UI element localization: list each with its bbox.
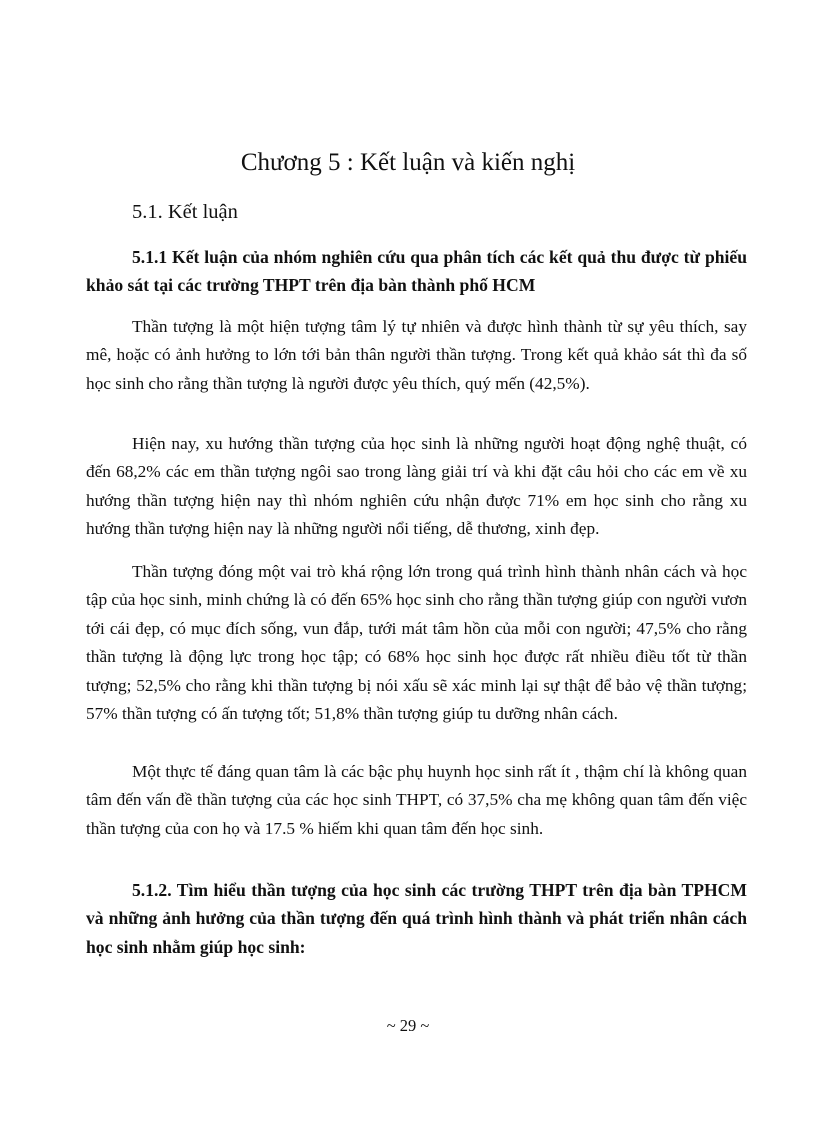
paragraph-3: Thần tượng đóng một vai trò khá rộng lớn trong quá trình hình thành nhân cách và học tập của học sinh, minh chứng là có đến 65% học sinh cho rằng thần tượng giúp con người vươn tới cái đẹp, có mục đích sống, vun đắp, tưới mát tâm hồn của mỗi con người; 47,5% cho rằng thần tượng là động lực trong học tập; có 68% học sinh học được rất nhiều điều tốt từ thần tượng; 52,5% cho rằng khi thần tượng bị nói xấu sẽ xác minh lại sự thật để bảo vệ thần tượng; 57% thần tượng có ấn tượng tốt; 51,8% thần tượng giúp tu dưỡng nhân cách. xyxy=(86,562,747,724)
page-number: ~ 29 ~ xyxy=(386,1016,430,1035)
paragraph-4: Một thực tế đáng quan tâm là các bậc phụ huynh học sinh rất ít , thậm chí là không quan tâm đến vấn đề thần tượng của các học sinh THPT, có 37,5% cha mẹ không quan tâm đến việc thần tượng của con họ và 17.5 % hiếm khi quan tâm đến học sinh. xyxy=(86,762,747,838)
subsection-heading-5-1-1: 5.1.1 Kết luận của nhóm nghiên cứu qua phân tích các kết quả thu được từ phiếu khảo sát tại các trường THPT trên địa bàn thành phố HCM xyxy=(86,247,747,296)
paragraph-1: Thần tượng là một hiện tượng tâm lý tự nhiên và được hình thành từ sự yêu thích, say mê, hoặc có ảnh hưởng to lớn tới bản thân người thần tượng. Trong kết quả khảo sát thì đa số học sinh cho rằng thần tượng là người được yêu thích, quý mến (42,5%). xyxy=(86,317,747,393)
chapter-title: Chương 5 : Kết luận và kiến nghị xyxy=(240,149,576,176)
paragraph-2: Hiện nay, xu hướng thần tượng của học sinh là những người hoạt động nghệ thuật, có đến 68,2% các em thần tượng ngôi sao trong làng giải trí và khi đặt câu hỏi cho các em về xu hướng thần tượng hiện nay thì nhóm nghiên cứu nhận được 71% em học sinh cho rằng xu hướng thần tượng hiện nay là những người nổi tiếng, dễ thương, xinh đẹp. xyxy=(86,434,747,539)
section-heading: 5.1. Kết luận xyxy=(132,201,238,223)
subsection-heading-5-1-2: 5.1.2. Tìm hiểu thần tượng của học sinh các trường THPT trên địa bàn TPHCM và những ảnh hưởng của thần tượng đến quá trình hình thành và phát triển nhân cách học sinh nhằm giúp học sinh: xyxy=(86,880,747,957)
